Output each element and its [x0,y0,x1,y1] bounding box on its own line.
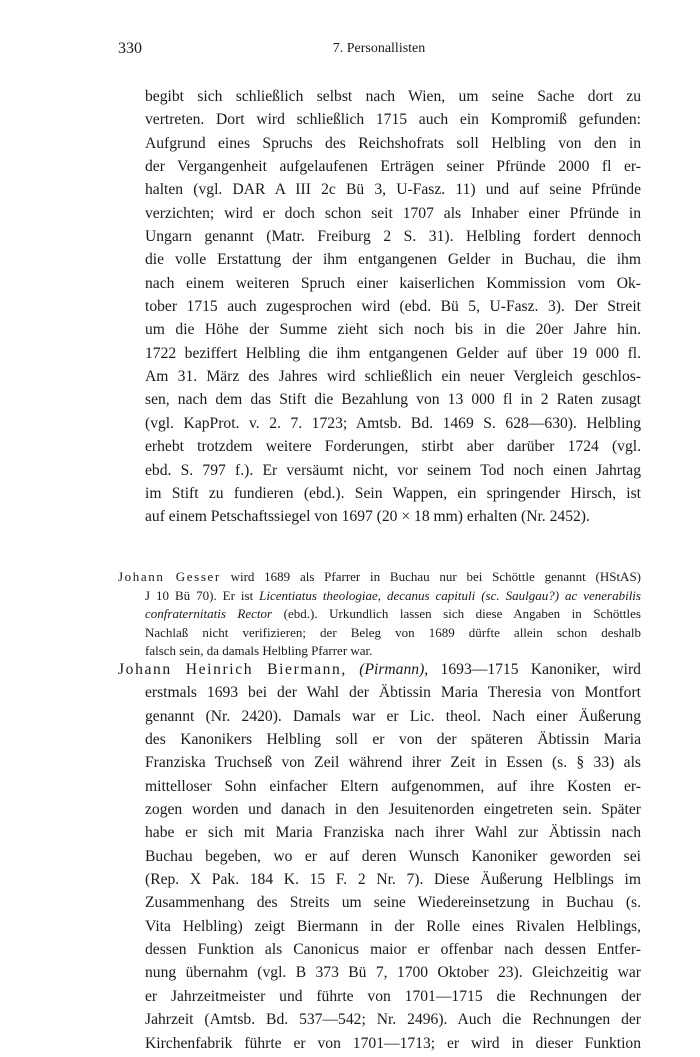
text-line: Aufgrund eines Spruchs des Reichshofrats soll Helbling von den in [145,134,641,152]
entry-gesser-line-3-italic: confraternitatis Rector [145,606,273,621]
text-line: erhebt trotzdem weitere Forderungen, stirbt aber darüber 1724 (vgl. [145,438,641,456]
entry-johann-gesser [118,568,641,661]
text-line: ebd. S. 797 f.). Er versäumt nicht, vor seinem Tod noch einen Jahrtag [145,461,641,479]
text-line: Ungarn genannt (Matr. Freiburg 2 S. 31). Helbling fordert dennoch [145,228,641,246]
entry-gesser-text [118,568,641,661]
entry-gesser-line-2-pre: J 10 Bü 70). Er ist [145,587,260,603]
entry-gesser-line-5: falsch sein, da damals Helbling Pfarrer war. [145,643,373,658]
entry-biermann-name: Johann Heinrich Biermann, [118,661,347,678]
text-line: die volle Erstattung der ihm entgangenen Gelder in Buchau, die ihm [145,251,641,269]
text-line: begibt sich schließlich selbst nach Wien, um seine Sache dort zu [145,88,641,105]
text-line: nung übernahm (vgl. B 373 Bü 7, 1700 Oktober 23). Gleichzeitig war [145,964,641,982]
entry-biermann-line-1: , 1693—1715 Kanoniker, wird [424,661,641,678]
text-line: Am 31. März des Jahres wird schließlich ein neuer Vergleich geschlos- [145,368,641,386]
text-line: mittelloser Sohn einfacher Eltern aufgenommen, auf ihre Kosten er- [145,777,641,795]
text-line: Franziska Truchseß von Zeil während ihrer Zeit in Essen (s. § 33) als [145,754,641,772]
text-line: habe er sich mit Maria Franziska nach ihrer Wahl zur Äbtissin nach [145,824,641,842]
entry-gesser-name: Johann Gesser [118,569,221,584]
text-line: auf einem Petschaftssiegel von 1697 (20 × 18 mm) erhalten (Nr. 2452). [145,508,590,526]
entry-gesser-line-1: wird 1689 als Pfarrer in Buchau nur bei Schöttle genannt (HStAS) [220,569,642,584]
text-line: halten (vgl. DAR A III 2c Bü 3, U-Fasz. 11) und auf seine Pfründe [145,181,641,199]
text-line: im Stift zu fundieren (ebd.). Sein Wappen, ein springender Hirsch, ist [145,484,641,502]
entry-biermann-text [118,658,641,1055]
page-header [118,40,640,62]
running-title: 7. Personallisten [332,41,426,56]
text-line: Zusammenhang des Streits um seine Wiedereinsetzung in Buchau (s. [145,894,641,912]
text-line: dessen Funktion als Canonicus maior er offenbar nach dessen Entfer- [145,941,641,959]
text-line: Jahrzeit (Amtsb. Bd. 537—542; Nr. 2496). Auch die Rechnungen der [145,1011,641,1029]
text-line: um die Höhe der Summe zieht sich noch bis in die 20er Jahre hin. [145,321,641,339]
page-number: 330 [118,40,142,57]
text-line: des Kanonikers Helbling soll er von der späteren Äbtissin Maria [145,731,641,749]
text-line: tober 1715 auch zugesprochen wird (ebd. Bü 5, U-Fasz. 3). Der Streit [145,298,641,316]
text-line: zogen worden und danach in den Jesuitenorden eingetreten sein. Später [145,801,641,819]
text-line: der Vergangenheit aufgelaufenen Erträgen seiner Pfründe 2000 fl er- [145,158,641,176]
text-line: vertreten. Dort wird schließlich 1715 auch ein Kompromiß gefunden: [145,111,641,129]
text-line: er Jahrzeitmeister und führte von 1701—1715 die Rechnungen der [145,987,641,1005]
entry-gesser-line-3: (ebd.). Urkundlich lassen sich diese Angaben in Schöttles [272,606,641,621]
entry-johann-heinrich-biermann [118,658,641,1055]
text-line: (Rep. X Pak. 184 K. 15 F. 2 Nr. 7). Diese Äußerung Helblings im [145,871,641,889]
text-line: sen, nach dem das Stift die Bezahlung von 13 000 fl in 2 Raten zusagt [145,391,641,409]
text-line: erstmals 1693 bei der Wahl der Äbtissin Maria Theresia von Montfort [145,684,641,702]
entry-gesser-line-4: Nachlaß nicht verifizieren; der Beleg von 1689 dürfte allein schon deshalb [145,624,641,640]
text-line: Kirchenfabrik führte er von 1701—1713; er wird in dieser Funktion [145,1034,641,1052]
text-line: 1722 beziffert Helbling die ihm entgangenen Gelder auf über 19 000 fl. [145,344,641,362]
text-line: Vita Helbling) zeigt Biermann in der Rolle eines Rivalen Helblings, [145,917,641,935]
text-line: (vgl. KapProt. v. 2. 7. 1723; Amtsb. Bd. 1469 S. 628—630). Helbling [145,414,641,432]
text-line: nach einem weiteren Spruch einer kaiserlichen Kommission vom Ok- [145,274,641,292]
text-line: verzichten; wird er doch schon seit 1707 als Inhaber einer Pfründe in [145,204,641,222]
entry-biermann-alias: (Pirmann) [346,661,425,678]
continuation-paragraph [118,85,641,529]
text-line: genannt (Nr. 2420). Damals war er Lic. theol. Nach einer Äußerung [145,707,641,725]
continuation-text [145,85,641,529]
entry-gesser-line-2-italic: Licentiatus theologiae, decanus capituli (sc. Saulgau?) ac venerabilis [259,587,641,603]
text-line: Buchau begeben, wo er auf deren Wunsch Kanoniker geworden sei [145,847,641,865]
